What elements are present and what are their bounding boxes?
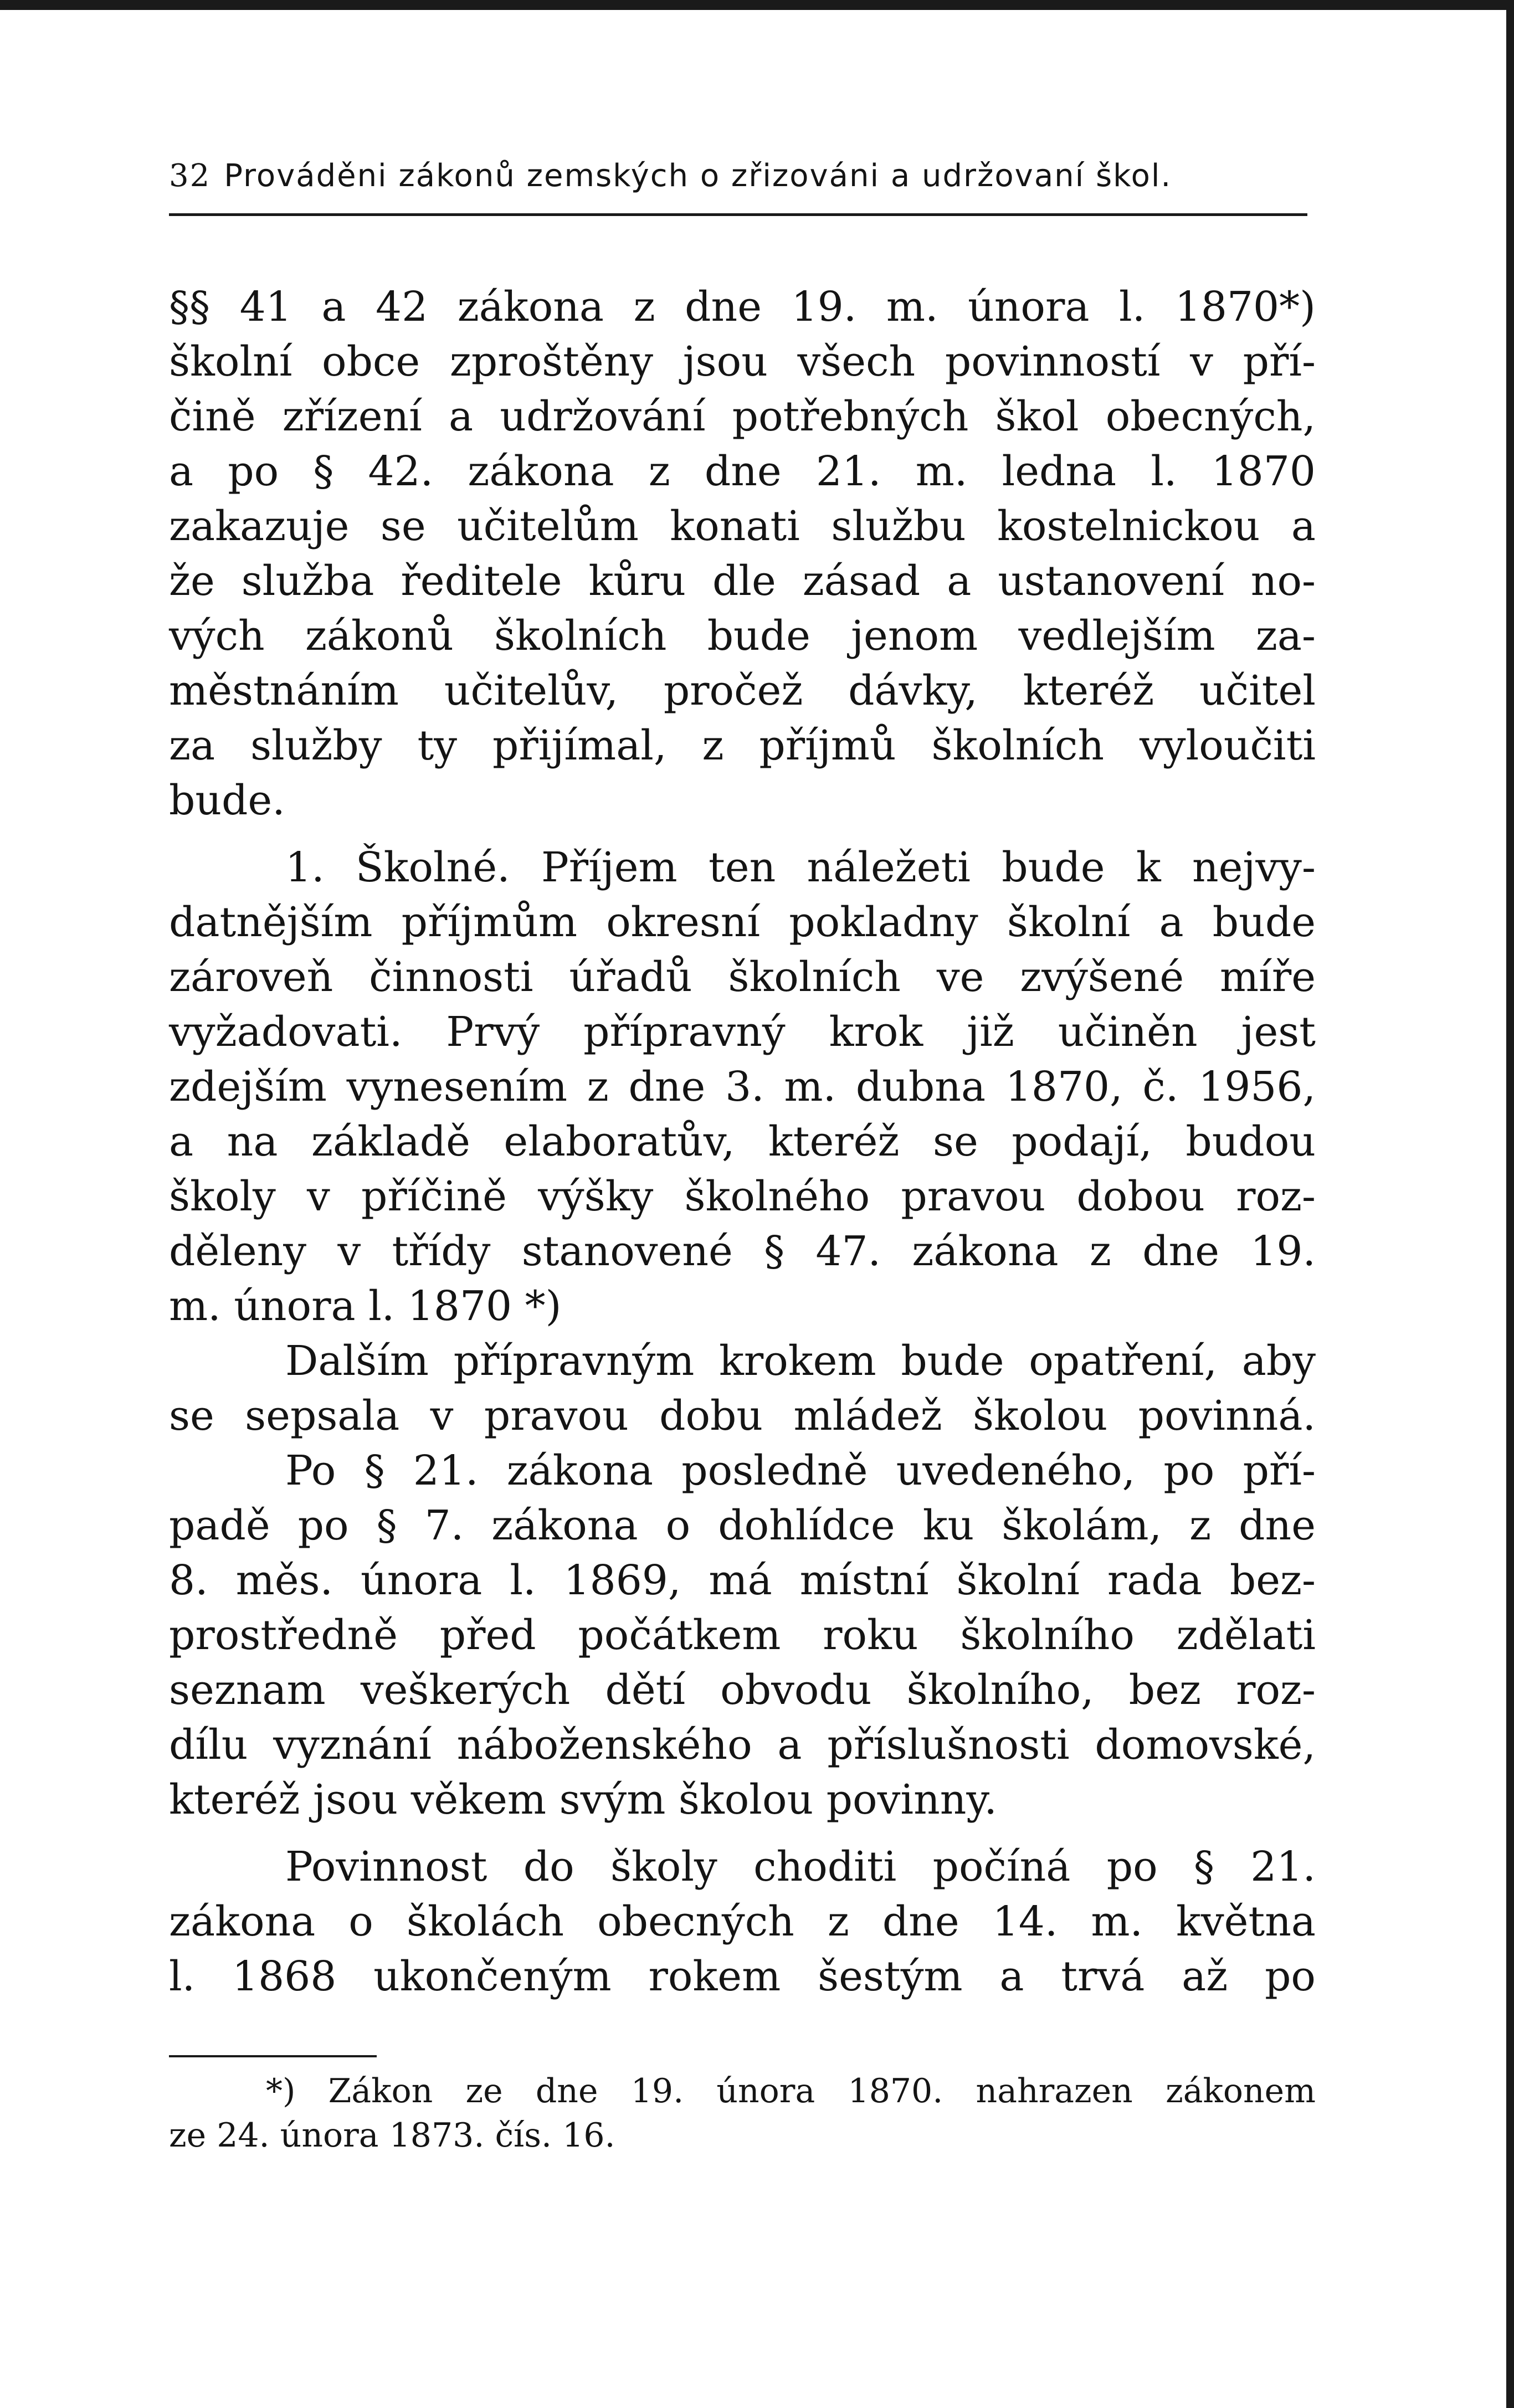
text-line: Dalším přípravným krokem bude opatření, aby	[285, 1337, 1316, 1385]
scan-top-edge	[0, 0, 1514, 10]
scan-right-edge	[1506, 0, 1514, 2408]
paragraph-1	[169, 280, 1316, 828]
text-line: 1. Školné. Příjem ten náležeti bude k nejvy-	[285, 844, 1316, 891]
text-line: m. února l. 1870 *)	[169, 1282, 562, 1330]
text-line: Povinnost do školy choditi počíná po § 21.	[285, 1843, 1316, 1891]
text-line: Po § 21. zákona posledně uvedeného, po pří-	[285, 1447, 1316, 1495]
text-line: prostředně před počátkem roku školního zdělati	[169, 1611, 1316, 1659]
text-line: §§ 41 a 42 zákona z dne 19. m. února l. 1870*)	[169, 283, 1316, 331]
text-line: čině zřízení a udržování potřebných škol obecných,	[169, 393, 1316, 440]
text-line: a po § 42. zákona z dne 21. m. ledna l. 1870	[169, 448, 1316, 495]
text-line: 8. měs. února l. 1869, má místní školní rada bez-	[169, 1557, 1316, 1604]
paragraph-2	[169, 840, 1316, 1334]
text-line: městnáním učitelův, pročež dávky, kteréž učitel	[169, 667, 1316, 715]
text-line: dílu vyznání náboženského a příslušnosti domovské,	[169, 1721, 1316, 1769]
header-rule	[169, 213, 1307, 216]
text-line: kteréž jsou věkem svým školou povinny.	[169, 1776, 997, 1824]
text-line: a na základě elaboratův, kteréž se podají, budou	[169, 1118, 1316, 1166]
footnote-line: ze 24. února 1873. čís. 16.	[169, 2116, 615, 2155]
text-line: se sepsala v pravou dobu mládež školou povinná.	[169, 1392, 1316, 1440]
text-line: zakazuje se učitelům konati službu kostelnickou a	[169, 502, 1316, 550]
text-line: školní obce zproštěny jsou všech povinností v pří-	[169, 338, 1316, 386]
main-text	[169, 280, 1316, 2004]
text-line: datnějším příjmům okresní pokladny školní a bude	[169, 898, 1316, 946]
page-number: 32	[169, 158, 211, 194]
text-line: vých zákonů školních bude jenom vedlejším za-	[169, 612, 1316, 660]
running-head	[169, 158, 1310, 194]
text-line: děleny v třídy stanovené § 47. zákona z dne 19.	[169, 1228, 1316, 1275]
footnote-line: *) Zákon ze dne 19. února 1870. nahrazen zákonem	[266, 2072, 1316, 2111]
text-line: zdejším vynesením z dne 3. m. dubna 1870, č. 1956,	[169, 1063, 1316, 1111]
text-line: seznam veškerých dětí obvodu školního, bez roz-	[169, 1666, 1316, 1714]
text-line: za služby ty přijímal, z příjmů školních vyloučiti	[169, 722, 1316, 769]
text-line: zákona o školách obecných z dne 14. m. května	[169, 1898, 1316, 1945]
text-line: l. 1868 ukončeným rokem šestým a trvá až po	[169, 1953, 1316, 2000]
footnote	[169, 2069, 1316, 2158]
text-line: školy v příčině výšky školného pravou dobou roz-	[169, 1173, 1316, 1220]
text-line: zároveň činnosti úřadů školních ve zvýšené míře	[169, 953, 1316, 1001]
text-line: padě po § 7. zákona o dohlídce ku školám, z dne	[169, 1502, 1316, 1549]
paragraph-4	[169, 1444, 1316, 1827]
paragraph-3	[169, 1334, 1316, 1444]
running-title: Prováděni zákonů zemských o zřizováni a udržovaní škol.	[224, 158, 1172, 194]
text-line: bude.	[169, 777, 285, 824]
text-line: že služba ředitele kůru dle zásad a ustanovení no-	[169, 557, 1316, 605]
footnote-rule	[169, 2055, 377, 2057]
text-line: vyžadovati. Prvý přípravný krok již učiněn jest	[169, 1008, 1316, 1056]
paragraph-5	[169, 1840, 1316, 2004]
